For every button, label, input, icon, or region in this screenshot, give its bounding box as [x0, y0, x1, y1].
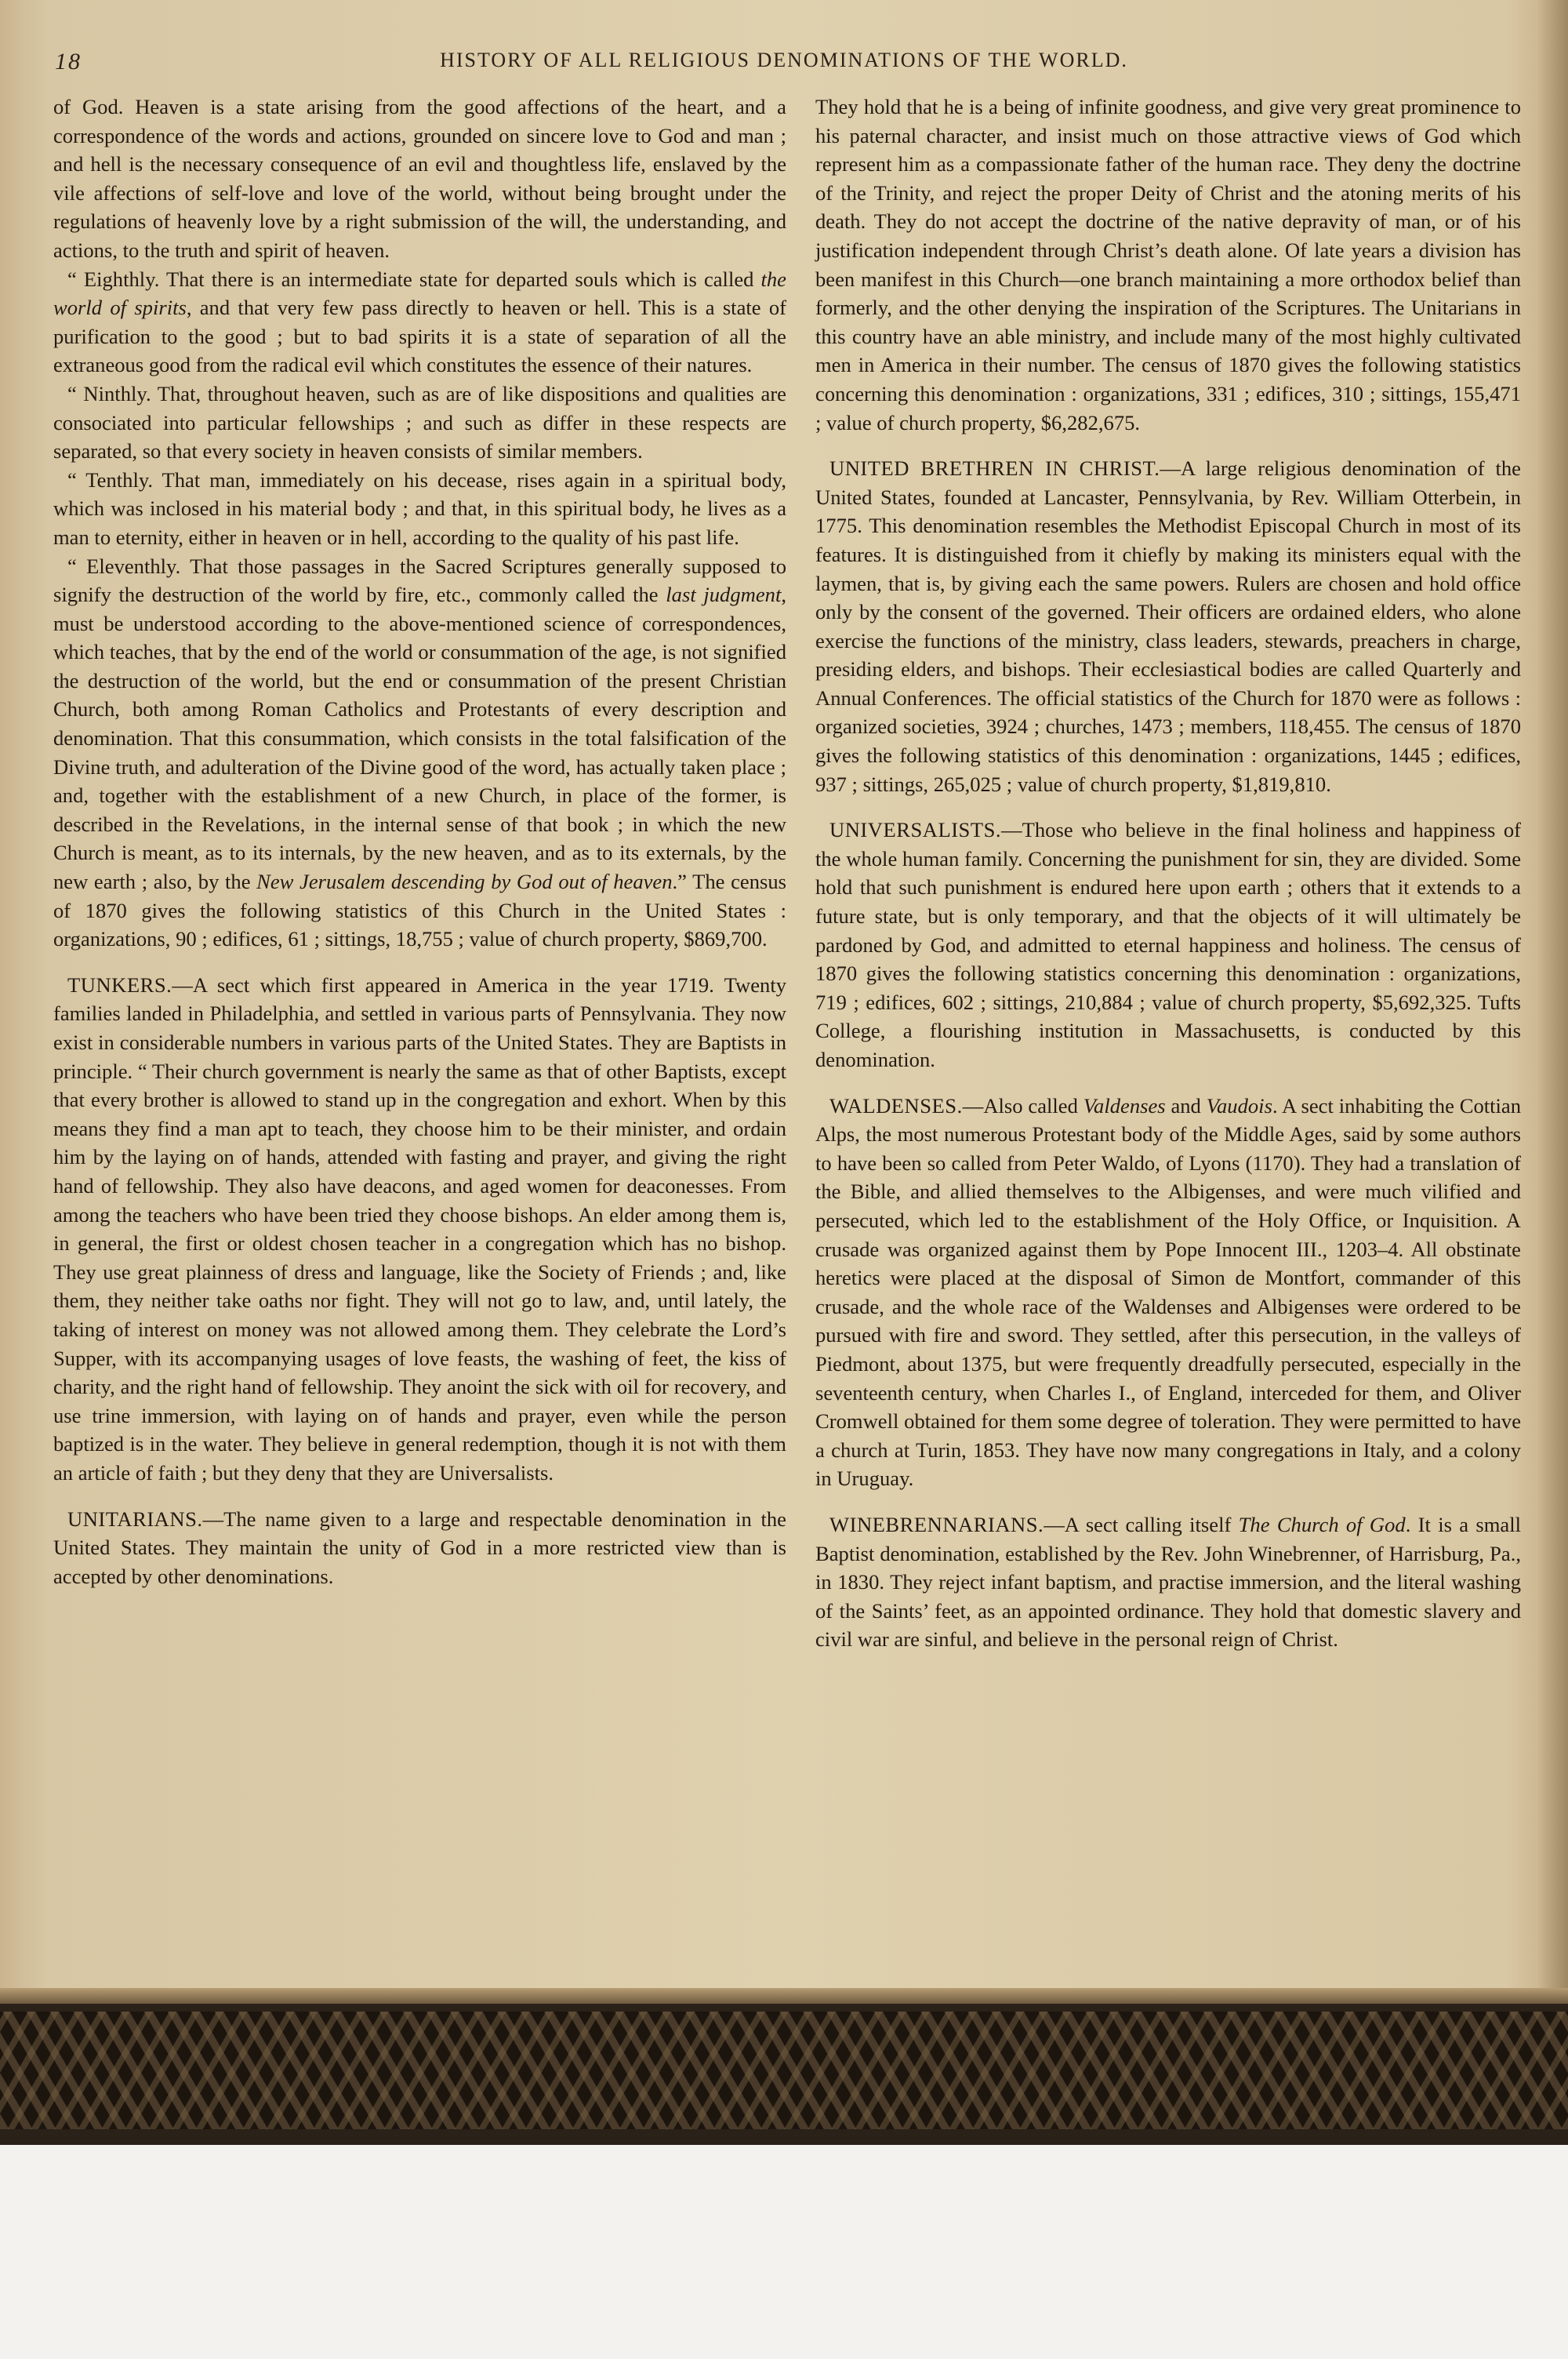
eleventhly-paragraph: [53, 552, 786, 954]
waldenses-and: and: [1165, 1093, 1207, 1118]
binding-edge: [0, 1988, 1568, 2004]
body-universalists: —Those who believe in the final holiness and happiness of the whole human family. Concerning the punishment for sin, they are divided. Some hold that such punishment is endured here upon earth ; others that it extends to a future state, but is only temporary, and that the objects of it will ultimately be pardoned by God, and admitted to eternal happiness and holiness. The census of 1870 gives the following statistics concerning this denomination : organizations, 719 ; edifices, 602 ; sittings, 210,884 ; value of church property, $5,692,325. Tufts College, a flourishing institution in Massachusetts, is conducted by this denomination.: [815, 818, 1521, 1071]
entry-tunkers: [53, 971, 786, 1488]
waldenses-text-b: . A sect inhabiting the Cottian Alps, the most numerous Protestant body of the Middle Ages, said by some authors to have been so called from Peter Waldo, of Lyons (1170). They had a translation of the Bible, and allied themselves to the Albigenses, and were much vilified and persecuted, which led to the establishment of the Holy Office, or Inquisition. A crusade was organized against them by Pope Innocent III., 1203–4. All obstinate heretics were placed at the disposal of Simon de Montfort, commander of this crusade, and the whole race of the Waldenses and Albigenses were ordered to be pursued with fire and sword. They settled, after this persecution, in the valleys of Piedmont, about 1375, but were frequently dreadfully persecuted, especially in the seventeenth century, when Charles I., of England, interceded for them, and Oliver Cromwell obtained for them some degree of toleration. They were permitted to have a church at Turin, 1853. They have now many congregations in Italy, and a colony in Uruguay.: [815, 1093, 1522, 1491]
page-header: [0, 45, 1568, 77]
eighthly-italic: the world of spirits: [53, 267, 786, 320]
heading-universalists: UNIVERSALISTS.: [829, 818, 1002, 842]
swedenborg-paragraph: of God. Heaven is a state arising from the good affections of the heart, and a correspondence of the words and actions, grounded on sincere love to God and man ; and hell is the necessary consequence of an evil and thoughtless life, enslaved by the vile affections of self-love and love of the world, without being brought under the regulations of heavenly love by a right submission of the will, the understanding, and actions, to the truth and spirit of heaven.: [53, 95, 786, 262]
left-column: [53, 93, 786, 1590]
heading-unitarians: UNITARIANS.: [67, 1507, 203, 1531]
body-united-brethren: —A large religious denomination of the United States, founded at Lancaster, Pennsylvania, by Rev. William Otterbein, in 1775. This denomination resembles the Methodist Episcopal Church in most of its features. It is distinguished from it chiefly by making its ministers equal with the laymen, that is, by giving each the same powers. Rulers are chosen and hold office only by the consent of the governed. Their officers are ordained elders, who alone exercise the functions of the ministry, class leaders, stewards, preachers in charge, presiding elders, and bishops. Their ecclesiastical bodies are called Quarterly and Annual Conferences. The official statistics of the Church for 1870 were as follows : organized societies, 3924 ; churches, 1473 ; members, 118,455. The census of 1870 gives the following statistics of this denomination : organizations, 1445 ; edifices, 937 ; sittings, 265,025 ; value of church property, $1,819,810.: [815, 456, 1521, 796]
entry-winebrennarians: [815, 1510, 1521, 1654]
running-title: HISTORY OF ALL RELIGIOUS DENOMINATIONS OF THE WORLD.: [440, 49, 1128, 71]
body-unitarians: —The name given to a large and respectable denomination in the United States. They maintain the unity of God in a more restricted view than is accepted by other denominations.: [53, 1507, 786, 1588]
heading-waldenses: WALDENSES.: [829, 1093, 963, 1118]
waldenses-italic-1: Valdenses: [1083, 1093, 1166, 1118]
page-edge-shadow: [1537, 0, 1568, 1988]
right-column: [815, 93, 1521, 1654]
winebrennarians-italic: The Church of God: [1238, 1512, 1406, 1536]
body-tunkers: —A sect which first appeared in America in the year 1719. Twenty families landed in Philadelphia, and settled in various parts of Pennsylvania. They now exist in considerable numbers in various parts of the United States. They are Baptists in principle. “ Their church government is nearly the same as that of other Baptists, except that every brother is allowed to stand up in the congregation and exhort. When by this means they find a man apt to teach, they choose him to be their minister, and ordain him by the laying on of hands, attended with fasting and prayer, and giving the right hand of fellowship. They also have deacons, and aged women for deaconesses. From among the teachers who have been tried they choose bishops. An elder among them is, in general, the first or oldest chosen teacher in a congregation which has no bishop. They use great plainness of dress and language, like the Society of Friends ; and, like them, they neither take oaths nor fight. They will not go to law, and, until lately, the taking of interest on money was not allowed among them. They celebrate the Lord’s Supper, with its accompanying usages of love feasts, the washing of feet, the kiss of charity, and the right hand of fellowship. They anoint the sick with oil for recovery, and use trine immersion, with laying on of hands and prayer, even while the person baptized is in the water. They believe in general redemption, though it is not with them an article of faith ; but they deny that they are Universalists.: [53, 972, 786, 1485]
winebrennarians-text-a: —A sect calling itself: [1044, 1512, 1239, 1536]
winebrennarians-text-b: . It is a small Baptist denomination, established by the Rev. John Winebrenner, of Harrisburg, Pa., in 1830. They reject infant baptism, and practise immersion, and the literal washing of the Saints’ feet, as an appointed ordinance. They hold that domestic slavery and civil war are sinful, and believe in the personal reign of Christ.: [815, 1512, 1521, 1652]
eleventhly-text-b: , must be understood according to the above-mentioned science of correspondences, which teaches, that by the end of the world or consummation of the age, is not signified the destruction of the world, but the end or consummation of the present Christian Church, both among Roman Catholics and Protestants of every description and denomination. That this consummation, which consists in the total falsification of the Divine truth, and adulteration of the Divine good of the word, has actually taken place ; and, together with the establishment of a new Church, in place of the former, is described in the Revelations, in the internal sense of that book ; in which the new Church is meant, as to its internals, by the new heaven, and as to its externals, by the new earth ; also, by the: [53, 583, 786, 894]
eleventhly-italic-1: last judgment: [666, 583, 782, 607]
waldenses-text-a: —Also called: [962, 1093, 1083, 1118]
entry-universalists: [815, 816, 1521, 1074]
eighthly-text-a: “ Eighthly. That there is an intermediate state for departed souls which is called: [67, 267, 761, 291]
eighthly-paragraph: [53, 265, 786, 380]
page-number: 18: [55, 49, 82, 75]
heading-united-brethren: UNITED BRETHREN IN CHRIST.: [829, 456, 1160, 481]
waldenses-italic-2: Vaudois: [1206, 1093, 1272, 1118]
ninthly-paragraph: “ Ninthly. That, throughout heaven, such as are of like dispositions and qualities are consociated into particular fellowships ; and such as differ in these respects are separated, so that every society in heaven consists of similar members.: [53, 381, 786, 463]
eighthly-text-b: , and that very few pass directly to heaven or hell. This is a state of purification to the good ; but to bad spirits it is a state of separation of all the extraneous good from the radical evil which constitutes the essence of their natures.: [53, 296, 786, 377]
entry-united-brethren: [815, 454, 1521, 798]
eleventhly-text-c: .” The census of 1870 gives the following statistics of this Church in the United States : organizations, 90 ; edifices, 61 ; sittings, 18,755 ; value of church property, $869,700.: [53, 870, 786, 951]
book-binding: [0, 1988, 1568, 2145]
eleventhly-text-a: “ Eleventhly. That those passages in the Sacred Scriptures generally supposed to signify the destruction of the world by fire, etc., commonly called the: [53, 554, 786, 607]
unitarians-continued: They hold that he is a being of infinite goodness, and give very great prominence to his paternal character, and insist much on those attractive views of God which represent him as a compassionate father of the human race. They deny the doctrine of the Trinity, and reject the proper Deity of Christ and the atoning merits of his death. They do not accept the doctrine of the native depravity of man, or of his justification independent through Christ’s death alone. Of late years a division has been manifest in this Church—one branch maintaining a more orthodox belief than formerly, and the other denying the inspiration of the Scriptures. The Unitarians in this country have an able ministry, and include many of the most highly cultivated men in America in their number. The census of 1870 gives the following statistics concerning this denomination : organizations, 331 ; edifices, 310 ; sittings, 155,471 ; value of church property, $6,282,675.: [815, 95, 1521, 434]
tenthly-paragraph: “ Tenthly. That man, immediately on his decease, rises again in a spiritual body, which was inclosed in his material body ; and that, in this spiritual body, he lives as a man to eternity, either in heaven or in hell, according to the quality of his past life.: [53, 467, 786, 549]
binding-pattern-overlay: [0, 2012, 1568, 2129]
eleventhly-italic-2: New Jerusalem descending by God out of heaven: [256, 870, 673, 894]
heading-tunkers: TUNKERS.: [67, 972, 172, 997]
entry-waldenses: [815, 1092, 1521, 1493]
entry-unitarians: [53, 1505, 786, 1591]
heading-winebrennarians: WINEBRENNARIANS.: [829, 1512, 1044, 1536]
